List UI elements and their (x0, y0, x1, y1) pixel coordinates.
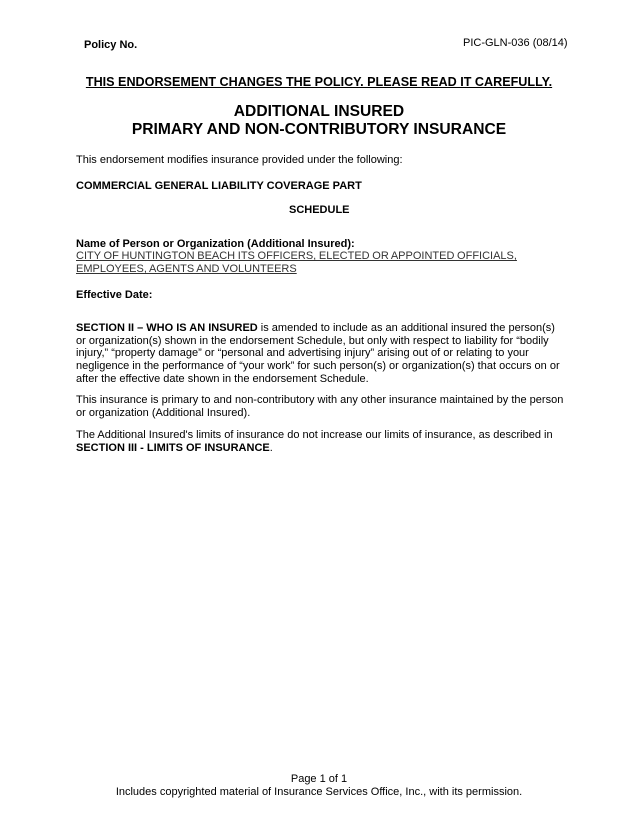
section-ii-paragraph (76, 322, 564, 386)
policy-no-label: Policy No. (84, 39, 138, 51)
page-number: Page 1 of 1 (290, 773, 348, 785)
limits-reference: SECTION III - LIMITS OF INSURANCE (76, 441, 270, 454)
section-ii-heading: SECTION II – WHO IS AN INSURED (76, 322, 258, 334)
title-line-2: PRIMARY AND NON-CONTRIBUTORY INSURANCE (131, 121, 507, 138)
limits-text: The Additional Insured's limits of insurance do not increase our limits of insurance, as described in (76, 429, 553, 441)
effective-date-label: Effective Date: (76, 289, 153, 301)
endorsement-notice: THIS ENDORSEMENT CHANGES THE POLICY. PLEASE READ IT CAREFULLY. (85, 75, 553, 89)
additional-insured-label: Name of Person or Organization (Additional Insured): (76, 238, 355, 250)
additional-insured-name: CITY OF HUNTINGTON BEACH ITS OFFICERS, ELECTED OR APPOINTED OFFICIALS, EMPLOYEES, AGENTS AND VOLUNTEERS (76, 250, 517, 275)
form-number: PIC-GLN-036 (08/14) (463, 37, 568, 49)
schedule-heading: SCHEDULE (289, 204, 350, 216)
primary-noncontributory-paragraph: This insurance is primary to and non-contributory with any other insurance maintained by the person or organization (Additional Insured). (76, 394, 564, 419)
intro-text: This endorsement modifies insurance provided under the following: (76, 154, 403, 166)
title-line-1: ADDITIONAL INSURED (233, 103, 405, 120)
limits-end: . (269, 441, 273, 454)
copyright-notice: Includes copyrighted material of Insurance Services Office, Inc., with its permission. (115, 786, 523, 798)
section-ii-text: is amended to include as an additional insured the person(s) or organization(s) shown in the endorsement Schedule, but only with respect to liability for “bodily injury,” “property damage” or “personal and advertising injury” arising out of or relating to your negligence in the performance of “your work” for such person(s) or organization(s) that occurs on or after the effective date shown in the endorsement Schedule. (76, 322, 560, 385)
limits-paragraph (76, 429, 564, 454)
coverage-part: COMMERCIAL GENERAL LIABILITY COVERAGE PART (76, 180, 362, 192)
